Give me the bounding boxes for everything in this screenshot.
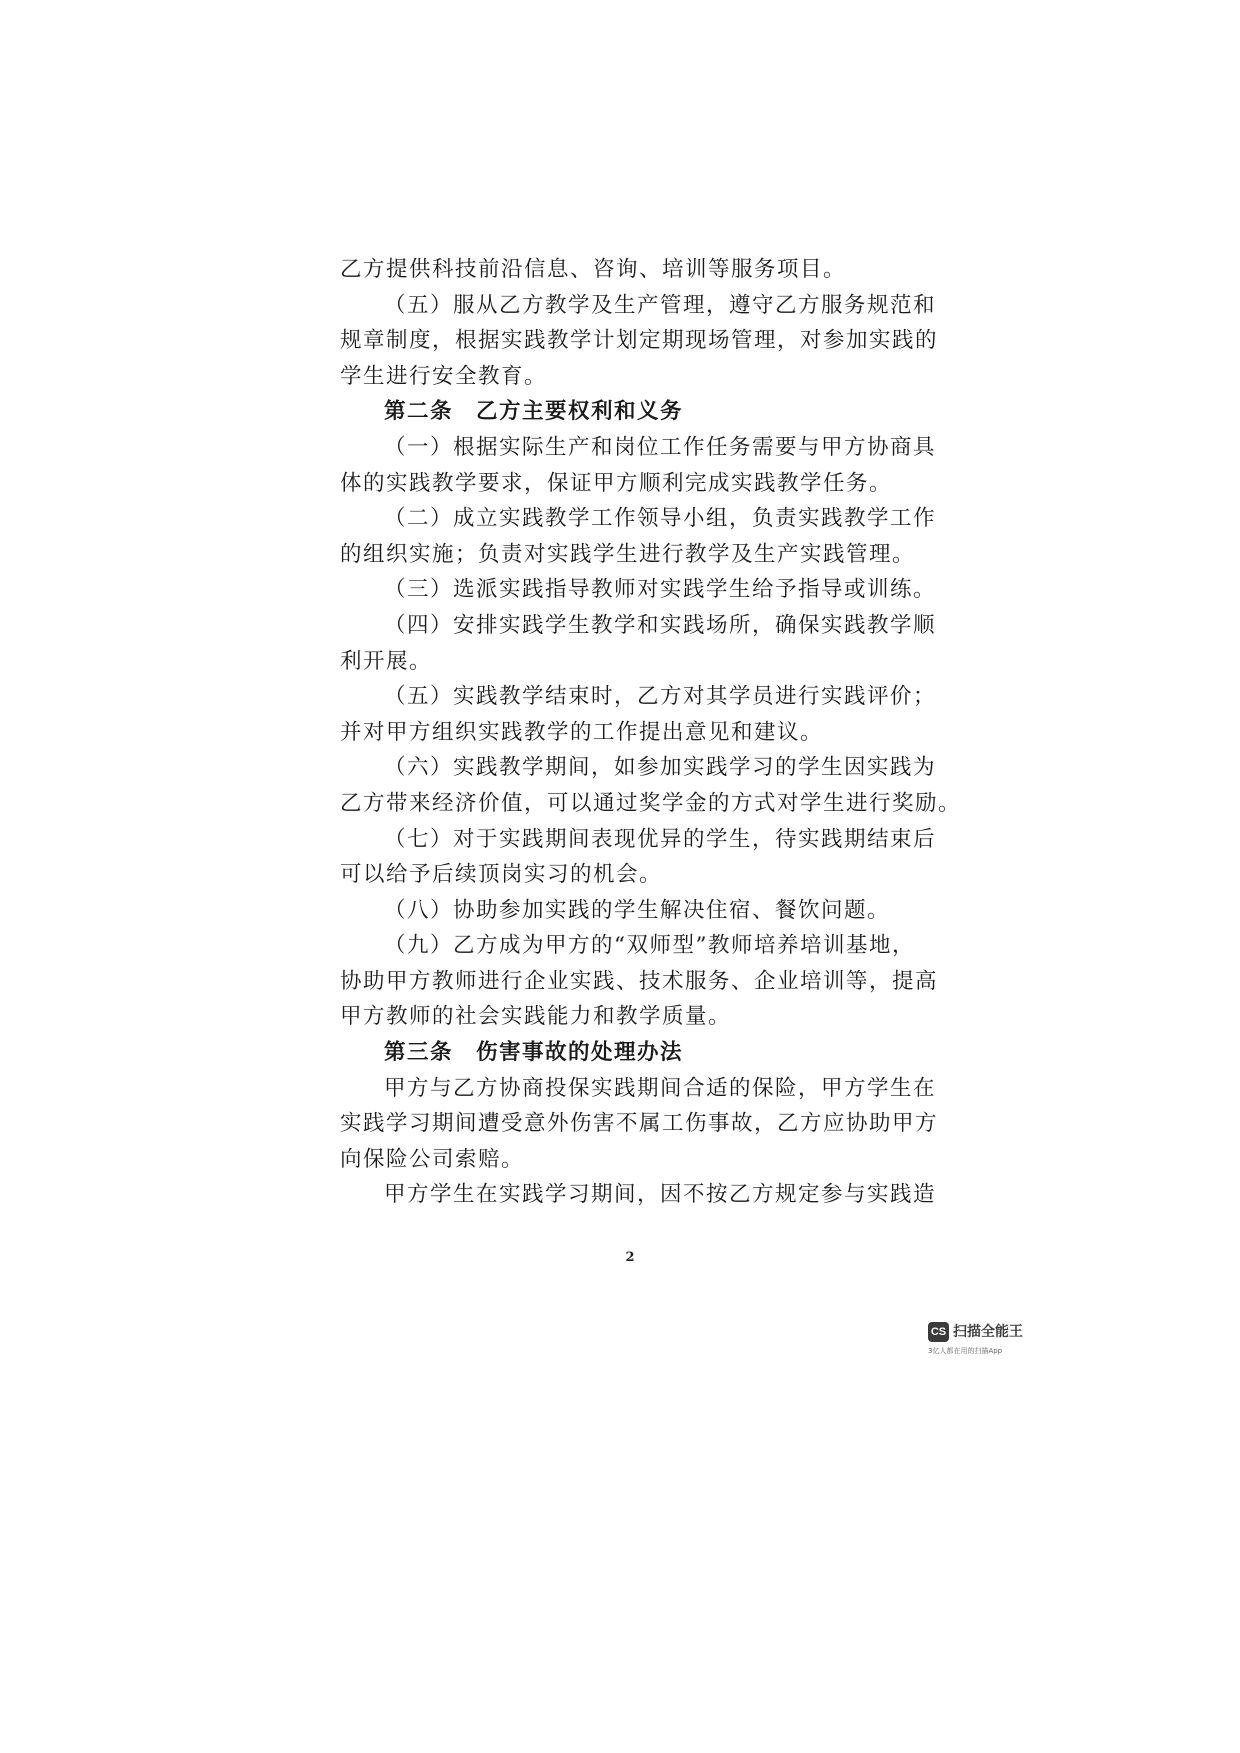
text-line: 乙方提供科技前沿信息、咨询、培训等服务项目。 bbox=[340, 257, 847, 282]
text-line: （三）选派实践指导教师对实践学生给予指导或训练。 bbox=[384, 577, 937, 603]
text-line: （四）安排实践学生教学和实践场所，确保实践教学顺 bbox=[384, 612, 937, 638]
text-line: 向保险公司索赔。 bbox=[340, 1146, 525, 1172]
text-line: 甲方学生在实践学习期间，因不按乙方规定参与实践造 bbox=[384, 1182, 937, 1208]
text-line: （六）实践教学期间，如参加实践学习的学生因实践为 bbox=[384, 755, 937, 781]
text-line: 的组织实施；负责对实践学生进行教学及生产实践管理。 bbox=[340, 541, 916, 567]
text-line: 体的实践教学要求，保证甲方顺利完成实践教学任务。 bbox=[340, 470, 893, 496]
text-line: 甲方与乙方协商投保实践期间合适的保险，甲方学生在 bbox=[384, 1075, 937, 1101]
text-line: 并对甲方组织实践教学的工作提出意见和建议。 bbox=[340, 719, 824, 745]
text-line: （二）成立实践教学工作领导小组，负责实践教学工作 bbox=[384, 506, 937, 532]
text-line: （五）服从乙方教学及生产管理，遵守乙方服务规范和 bbox=[384, 292, 937, 318]
page-number: 2 bbox=[625, 1250, 635, 1265]
text-line: 乙方带来经济价值，可以通过奖学金的方式对学生进行奖励。 bbox=[340, 790, 962, 816]
text-line: （七）对于实践期间表现优异的学生，待实践期结束后 bbox=[384, 826, 937, 852]
text-line: 学生进行安全教育。 bbox=[340, 363, 548, 389]
section-heading: 第二条 乙方主要权利和义务 bbox=[384, 399, 684, 425]
section-heading: 第三条 伤害事故的处理办法 bbox=[384, 1040, 684, 1066]
scanner-watermark bbox=[928, 1316, 1048, 1362]
text-line: 可以给予后续顶岗实习的机会。 bbox=[340, 862, 663, 888]
document-body bbox=[340, 252, 962, 1213]
text-line: （五）实践教学结束时，乙方对其学员进行实践评价； bbox=[384, 684, 937, 710]
text-line: （一）根据实际生产和岗位工作任务需要与甲方协商具 bbox=[384, 434, 937, 460]
text-line: 甲方教师的社会实践能力和教学质量。 bbox=[340, 1004, 732, 1030]
text-line: 利开展。 bbox=[340, 648, 433, 674]
text-line: （八）协助参加实践的学生解决住宿、餐饮问题。 bbox=[384, 897, 891, 923]
text-line: 协助甲方教师进行企业实践、技术服务、企业培训等，提高 bbox=[340, 968, 939, 994]
watermark-slogan: 3亿人都在用的扫描App bbox=[928, 1347, 1003, 1355]
text-line: 规章制度，根据实践教学计划定期现场管理，对参加实践的 bbox=[340, 328, 939, 354]
camscanner-logo-icon: CS bbox=[928, 1322, 949, 1342]
text-line: （九）乙方成为甲方的“双师型”教师培养培训基地， bbox=[384, 933, 915, 959]
watermark-app-name: 扫描全能王 bbox=[953, 1324, 1023, 1340]
text-line: 实践学习期间遭受意外伤害不属工伤事故，乙方应协助甲方 bbox=[340, 1111, 939, 1137]
